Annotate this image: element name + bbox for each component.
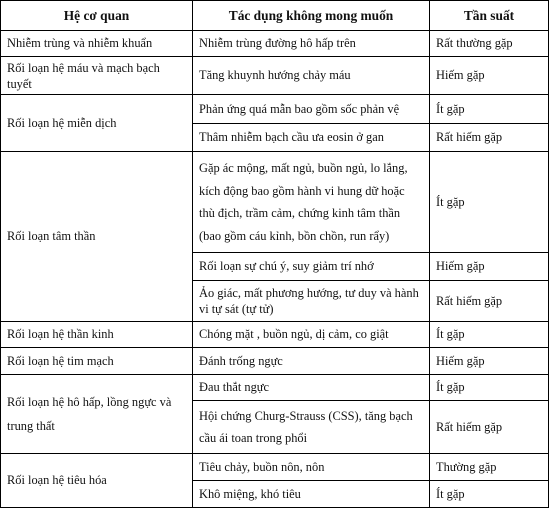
table-row bbox=[1, 152, 549, 253]
table-row bbox=[1, 348, 549, 375]
table-row bbox=[1, 31, 549, 57]
frequency-cell: Ít gặp bbox=[430, 322, 549, 348]
frequency-cell: Hiếm gặp bbox=[430, 348, 549, 375]
frequency-cell: Hiếm gặp bbox=[430, 57, 549, 95]
table-row bbox=[1, 454, 549, 481]
frequency-cell: Ít gặp bbox=[430, 95, 549, 124]
effect-cell: Gặp ác mộng, mất ngủ, buồn ngủ, lo lắng, kích động bao gồm hành vi hung dữ hoặc thù địch, trầm cảm, chứng kinh tâm thần (bao gồm cáu kỉnh, bồn chồn, run rẩy) bbox=[193, 152, 430, 253]
organ-cell: Rối loạn hệ thần kinh bbox=[1, 322, 193, 348]
effect-cell: Tăng khuynh hướng chảy máu bbox=[193, 57, 430, 95]
organ-cell: Nhiễm trùng và nhiễm khuẩn bbox=[1, 31, 193, 57]
effect-cell: Rối loạn sự chú ý, suy giảm trí nhớ bbox=[193, 253, 430, 281]
frequency-cell: Hiếm gặp bbox=[430, 253, 549, 281]
effect-cell: Ảo giác, mất phương hướng, tư duy và hành vi tự sát (tự tử) bbox=[193, 281, 430, 322]
effect-cell: Đánh trống ngực bbox=[193, 348, 430, 375]
organ-cell: Rối loạn hệ hô hấp, lồng ngực và trung thất bbox=[1, 375, 193, 454]
header-row bbox=[1, 1, 549, 31]
organ-cell: Rối loạn tâm thần bbox=[1, 152, 193, 322]
frequency-cell: Rất hiếm gặp bbox=[430, 401, 549, 454]
frequency-cell: Rất hiếm gặp bbox=[430, 281, 549, 322]
effect-cell: Hội chứng Churg-Strauss (CSS), tăng bạch cầu ái toan trong phổi bbox=[193, 401, 430, 454]
table-row bbox=[1, 375, 549, 401]
effect-cell: Đau thắt ngực bbox=[193, 375, 430, 401]
header-frequency: Tần suất bbox=[430, 1, 549, 31]
organ-cell: Rối loạn hệ máu và mạch bạch tuyết bbox=[1, 57, 193, 95]
frequency-cell: Rất hiếm gặp bbox=[430, 124, 549, 152]
frequency-cell: Ít gặp bbox=[430, 481, 549, 508]
effect-cell: Chóng mặt , buồn ngủ, dị cảm, co giật bbox=[193, 322, 430, 348]
header-adverse-effect: Tác dụng không mong muốn bbox=[193, 1, 430, 31]
organ-cell: Rối loạn hệ tim mạch bbox=[1, 348, 193, 375]
effect-cell: Nhiễm trùng đường hô hấp trên bbox=[193, 31, 430, 57]
frequency-cell: Rất thường gặp bbox=[430, 31, 549, 57]
effect-cell: Tiêu chảy, buồn nôn, nôn bbox=[193, 454, 430, 481]
effect-cell: Khô miệng, khó tiêu bbox=[193, 481, 430, 508]
effect-cell: Phản ứng quá mẫn bao gồm sốc phản vệ bbox=[193, 95, 430, 124]
table-row bbox=[1, 322, 549, 348]
table-row bbox=[1, 95, 549, 124]
header-organ-system: Hệ cơ quan bbox=[1, 1, 193, 31]
frequency-cell: Ít gặp bbox=[430, 375, 549, 401]
organ-cell: Rối loạn hệ miễn dịch bbox=[1, 95, 193, 152]
frequency-cell: Thường gặp bbox=[430, 454, 549, 481]
organ-cell: Rối loạn hệ tiêu hóa bbox=[1, 454, 193, 508]
frequency-cell: Ít gặp bbox=[430, 152, 549, 253]
effect-cell: Thâm nhiễm bạch cầu ưa eosin ở gan bbox=[193, 124, 430, 152]
table-row bbox=[1, 57, 549, 95]
